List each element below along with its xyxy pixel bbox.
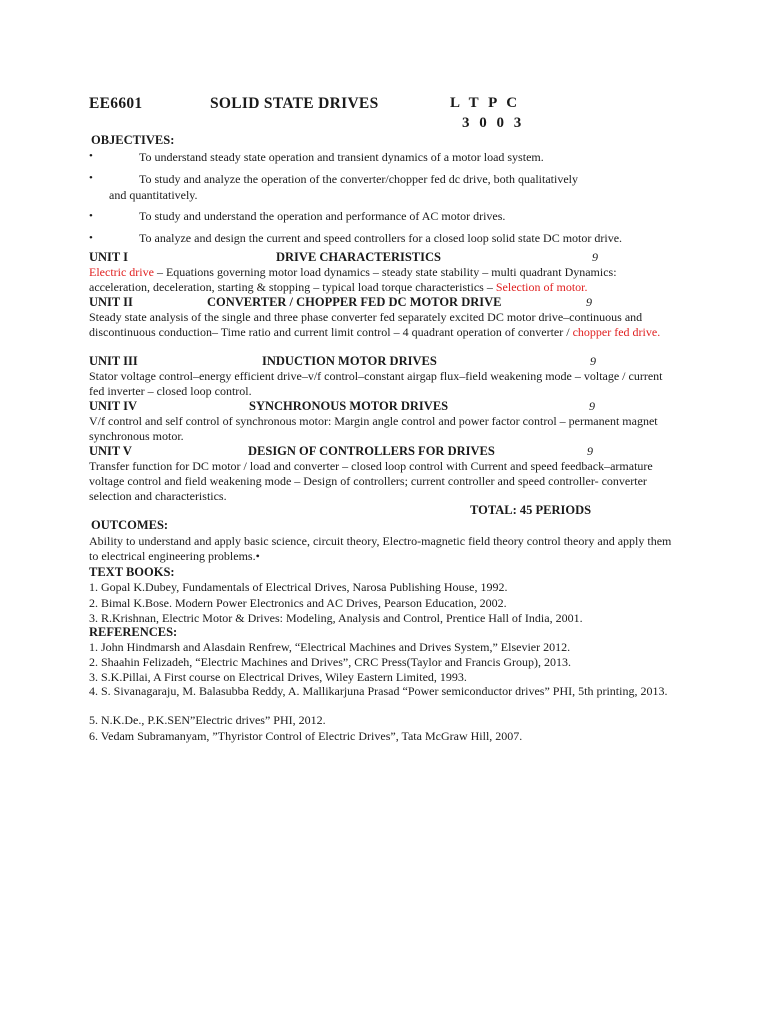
unit-label: UNIT IV [89, 399, 138, 413]
outcomes-text: Ability to understand and apply basic science, circuit theory, Electro-magnetic field theory control theory and apply them to electrical engineering problems.• [89, 534, 672, 563]
outcomes-heading: OUTCOMES: [91, 518, 169, 532]
objectives-heading: OBJECTIVES: [91, 133, 175, 147]
unit-label: UNIT I [89, 250, 129, 264]
highlight-text: chopper fed drive. [572, 324, 661, 339]
unit-description [89, 265, 679, 295]
course-code: EE6601 [89, 95, 143, 112]
ltpc-values: 3 0 0 3 [462, 115, 525, 131]
unit-text: Stator voltage control–energy efficient drive–v/f control–constant airgap flux–field weakening mode – voltage / current fed inverter – closed loop control. [89, 369, 663, 398]
unit-title: DRIVE CHARACTERISTICS [276, 250, 441, 264]
unit-title: SYNCHRONOUS MOTOR DRIVES [249, 399, 449, 413]
objective-item: To study and understand the operation and performance of AC motor drives. [139, 209, 506, 223]
objective-item: To analyze and design the current and speed controllers for a closed loop solid state DC motor drive. [139, 231, 623, 245]
unit-text: V/f control and self control of synchronous motor: Margin angle control and power factor control – permanent magnet synchronous motor. [89, 414, 658, 443]
objective-item-continued: and quantitatively. [109, 188, 198, 202]
reference-item: 4. S. Sivanagaraju, M. Balasubba Reddy, A. Mallikarjuna Prasad “Power semiconductor drives” PHI, 5th printing, 2013. [89, 684, 668, 698]
unit-label: UNIT V [89, 444, 132, 458]
textbooks-heading: TEXT BOOKS: [89, 565, 175, 579]
bullet-icon: • [89, 172, 93, 184]
unit-label: UNIT III [89, 354, 138, 368]
unit-label: UNIT II [89, 295, 133, 309]
highlight-text: Electric drive [89, 265, 154, 279]
unit-hours: 9 [586, 295, 592, 309]
ltpc-label: L T P C [450, 95, 521, 111]
total-periods: TOTAL: 45 PERIODS [470, 503, 592, 517]
textbook-item: 3. R.Krishnan, Electric Motor & Drives: Modeling, Analysis and Control, Prentice Hall of India, 2001. [89, 611, 583, 625]
unit-title: INDUCTION MOTOR DRIVES [262, 354, 437, 368]
reference-item: 1. John Hindmarsh and Alasdain Renfrew, “Electrical Machines and Drives System,” Elsevier 2012. [89, 640, 571, 654]
unit-text: Steady state analysis of the single and three phase converter fed separately excited DC motor drive–continuous and discontinuous conduction– Time ratio and current limit control – 4 quadrant operation of converter / [89, 310, 643, 339]
unit-hours: 9 [592, 250, 598, 264]
references-heading: REFERENCES: [89, 625, 178, 639]
reference-item: 2. Shaahin Felizadeh, “Electric Machines and Drives”, CRC Press(Taylor and Francis Group), 2013. [89, 655, 572, 669]
unit-description [89, 310, 679, 340]
unit-text: – Equations governing motor load dynamics – steady state stability – multi quadrant Dynamics: acceleration, deceleration, starting & stopping – typical load torque characteristics – [89, 265, 617, 294]
textbook-item: 2. Bimal K.Bose. Modern Power Electronics and AC Drives, Pearson Education, 2002. [89, 596, 507, 610]
unit-hours: 9 [589, 399, 595, 413]
bullet-icon: • [89, 210, 93, 222]
reference-item: 3. S.K.Pillai, A First course on Electrical Drives, Wiley Eastern Limited, 1993. [89, 670, 467, 684]
objective-item: To understand steady state operation and transient dynamics of a motor load system. [139, 150, 544, 164]
unit-hours: 9 [587, 444, 593, 458]
unit-description [89, 459, 679, 503]
unit-title: CONVERTER / CHOPPER FED DC MOTOR DRIVE [207, 295, 502, 309]
unit-description [89, 369, 679, 399]
bullet-icon: • [89, 150, 93, 162]
textbook-item: 1. Gopal K.Dubey, Fundamentals of Electrical Drives, Narosa Publishing House, 1992. [89, 580, 508, 594]
bullet-icon: • [89, 232, 93, 244]
course-title: SOLID STATE DRIVES [210, 95, 379, 112]
highlight-text: Selection of motor. [495, 279, 588, 294]
unit-text: Transfer function for DC motor / load and converter – closed loop control with Current and speed feedback–armature voltage control and field weakening mode – Design of controllers; current controller and speed controller- converter selection and characteristics. [89, 459, 653, 503]
unit-description [89, 414, 679, 444]
objective-item: To study and analyze the operation of the converter/chopper fed dc drive, both qualitatively [139, 172, 579, 186]
reference-item: 6. Vedam Subramanyam, ”Thyristor Control of Electric Drives”, Tata McGraw Hill, 2007. [89, 729, 523, 743]
unit-hours: 9 [590, 354, 596, 368]
unit-title: DESIGN OF CONTROLLERS FOR DRIVES [248, 444, 495, 458]
reference-item: 5. N.K.De., P.K.SEN”Electric drives” PHI, 2012. [89, 713, 326, 727]
